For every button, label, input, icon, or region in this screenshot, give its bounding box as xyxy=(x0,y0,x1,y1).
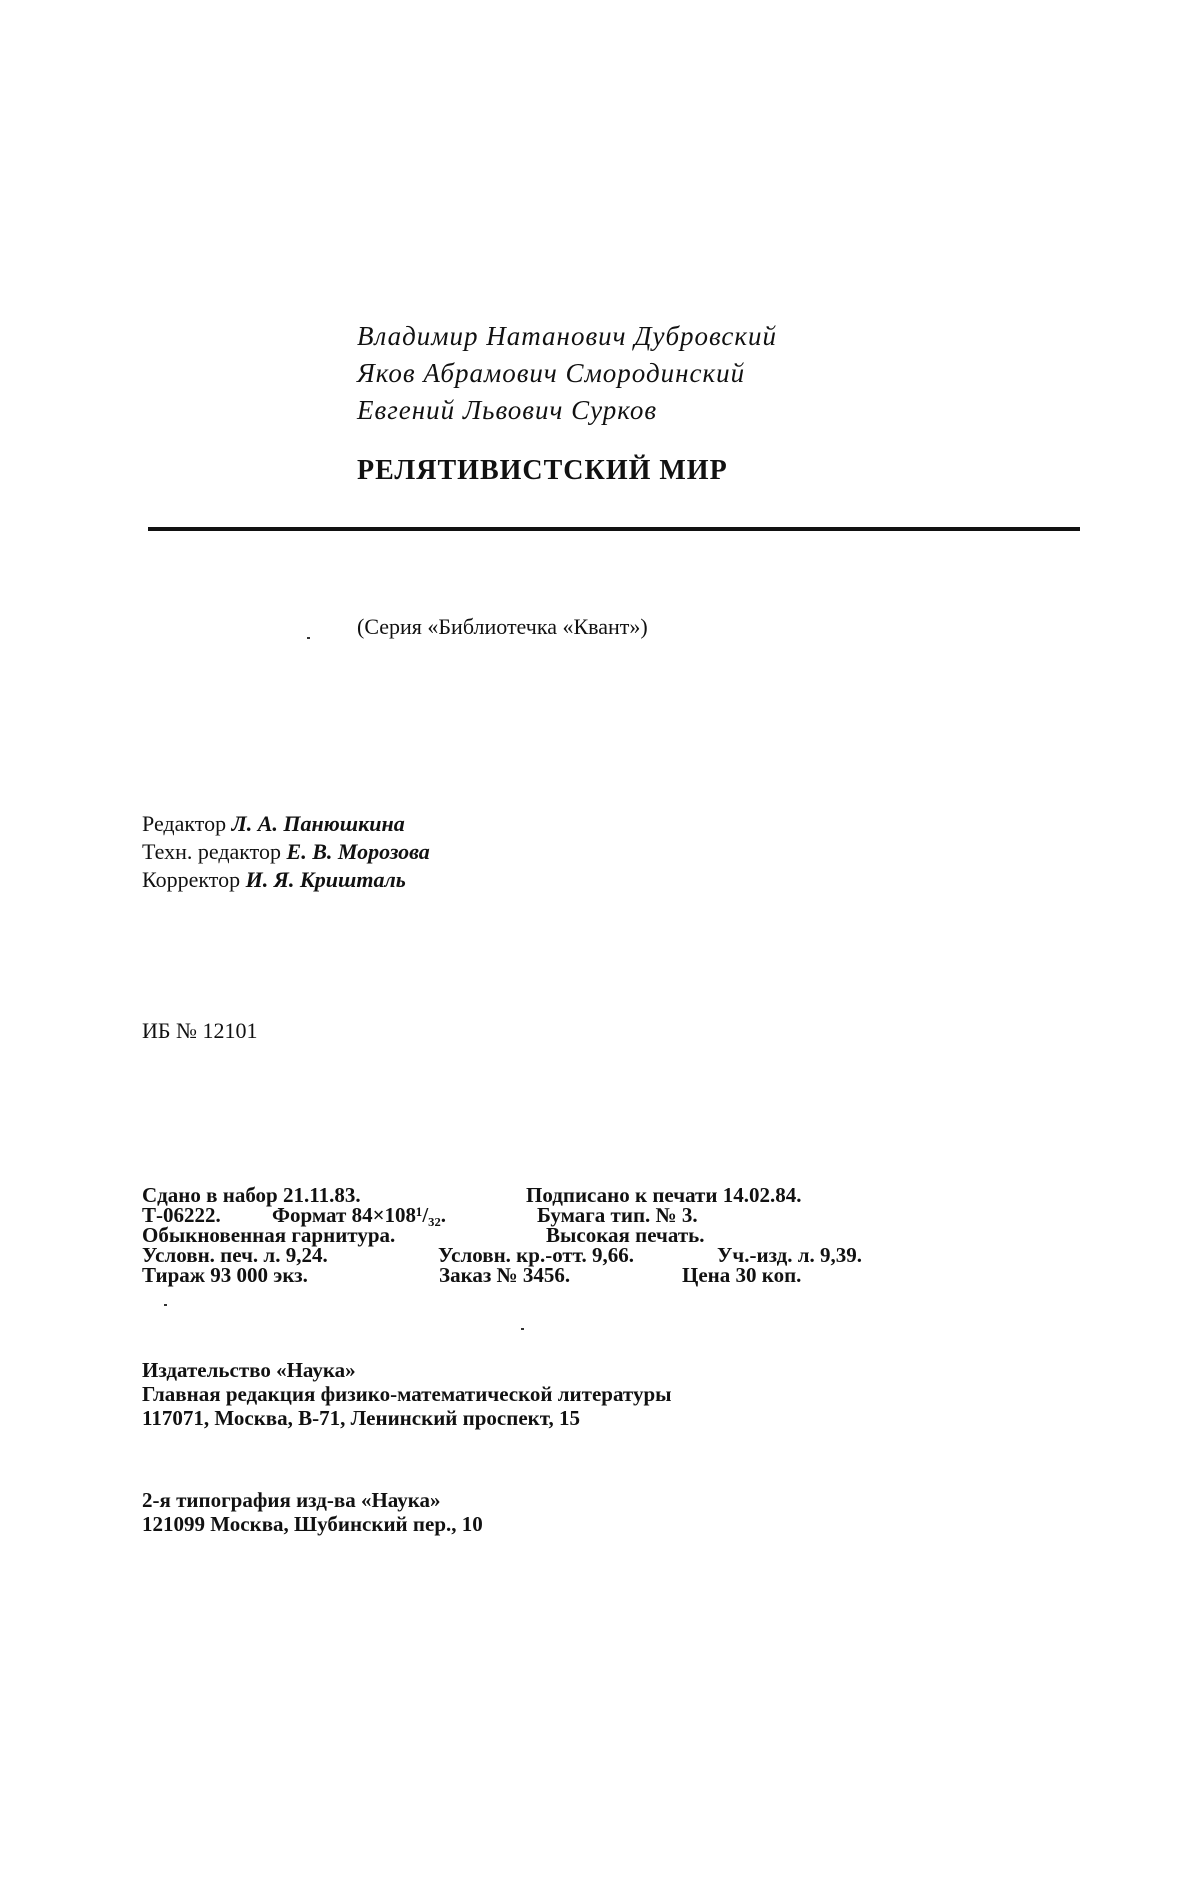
imprint-paper: Бумага тип. № 3. xyxy=(537,1203,698,1227)
printer-address: 121099 Москва, Шубинский пер., 10 xyxy=(142,1512,483,1536)
imprint-price: Цена 30 коп. xyxy=(682,1263,802,1287)
author-name: Владимир Натанович Дубровский xyxy=(357,321,778,351)
staff-role: Техн. редактор xyxy=(142,839,282,864)
authors-block xyxy=(357,318,957,429)
staff-name: И. Я. Кришталь xyxy=(245,867,406,892)
imprint-sheets: Условн. печ. л. 9,24. xyxy=(142,1243,328,1267)
author-name: Евгений Львович Сурков xyxy=(357,395,658,425)
staff-row xyxy=(142,838,430,866)
imprint-print-run: Тираж 93 000 экз. xyxy=(142,1263,308,1287)
book-title: РЕЛЯТИВИСТСКИЙ МИР xyxy=(357,455,728,486)
title-divider xyxy=(148,527,1080,531)
staff-name: Л. А. Панюшкина xyxy=(231,811,405,836)
imprint-printing: Высокая печать. xyxy=(546,1223,705,1247)
printer-name: 2-я типография изд-ва «Наука» xyxy=(142,1488,441,1512)
staff-role: Редактор xyxy=(142,811,227,836)
ib-number: ИБ № 12101 xyxy=(142,1018,258,1043)
print-speck xyxy=(521,1328,524,1330)
imprint-color-sheets: Условн. кр.-отт. 9,66. xyxy=(438,1243,634,1267)
imprint-order: Заказ № 3456. xyxy=(439,1263,571,1287)
imprint-typeset: Сдано в набор 21.11.83. xyxy=(142,1183,361,1207)
imprint-publisher-sheets: Уч.-изд. л. 9,39. xyxy=(717,1243,863,1267)
staff-row xyxy=(142,866,430,894)
printer-block xyxy=(142,1488,483,1536)
publisher-name: Издательство «Наука» xyxy=(142,1358,356,1382)
print-speck xyxy=(307,637,310,639)
imprint-signed: Подписано к печати 14.02.84. xyxy=(526,1183,802,1207)
imprint-format: Формат 84×108¹/₃₂. xyxy=(272,1203,447,1227)
staff-name: Е. В. Морозова xyxy=(286,839,430,864)
imprint-code: Т-06222. xyxy=(142,1203,221,1227)
imprint-row xyxy=(142,1263,922,1287)
imprint-block xyxy=(142,1183,922,1287)
publisher-address: 117071, Москва, В-71, Ленинский проспект, 15 xyxy=(142,1406,580,1430)
imprint-row xyxy=(142,1183,922,1207)
imprint-typeface: Обыкновенная гарнитура. xyxy=(142,1223,396,1247)
staff-role: Корректор xyxy=(142,867,241,892)
series-name: (Серия «Библиотечка «Квант») xyxy=(357,614,648,639)
publisher-block xyxy=(142,1358,672,1430)
print-speck xyxy=(164,1304,167,1306)
publisher-division: Главная редакция физико-математической литературы xyxy=(142,1382,672,1406)
staff-row xyxy=(142,810,430,838)
staff-credits xyxy=(142,810,430,894)
author-name: Яков Абрамович Смородинский xyxy=(357,358,746,388)
